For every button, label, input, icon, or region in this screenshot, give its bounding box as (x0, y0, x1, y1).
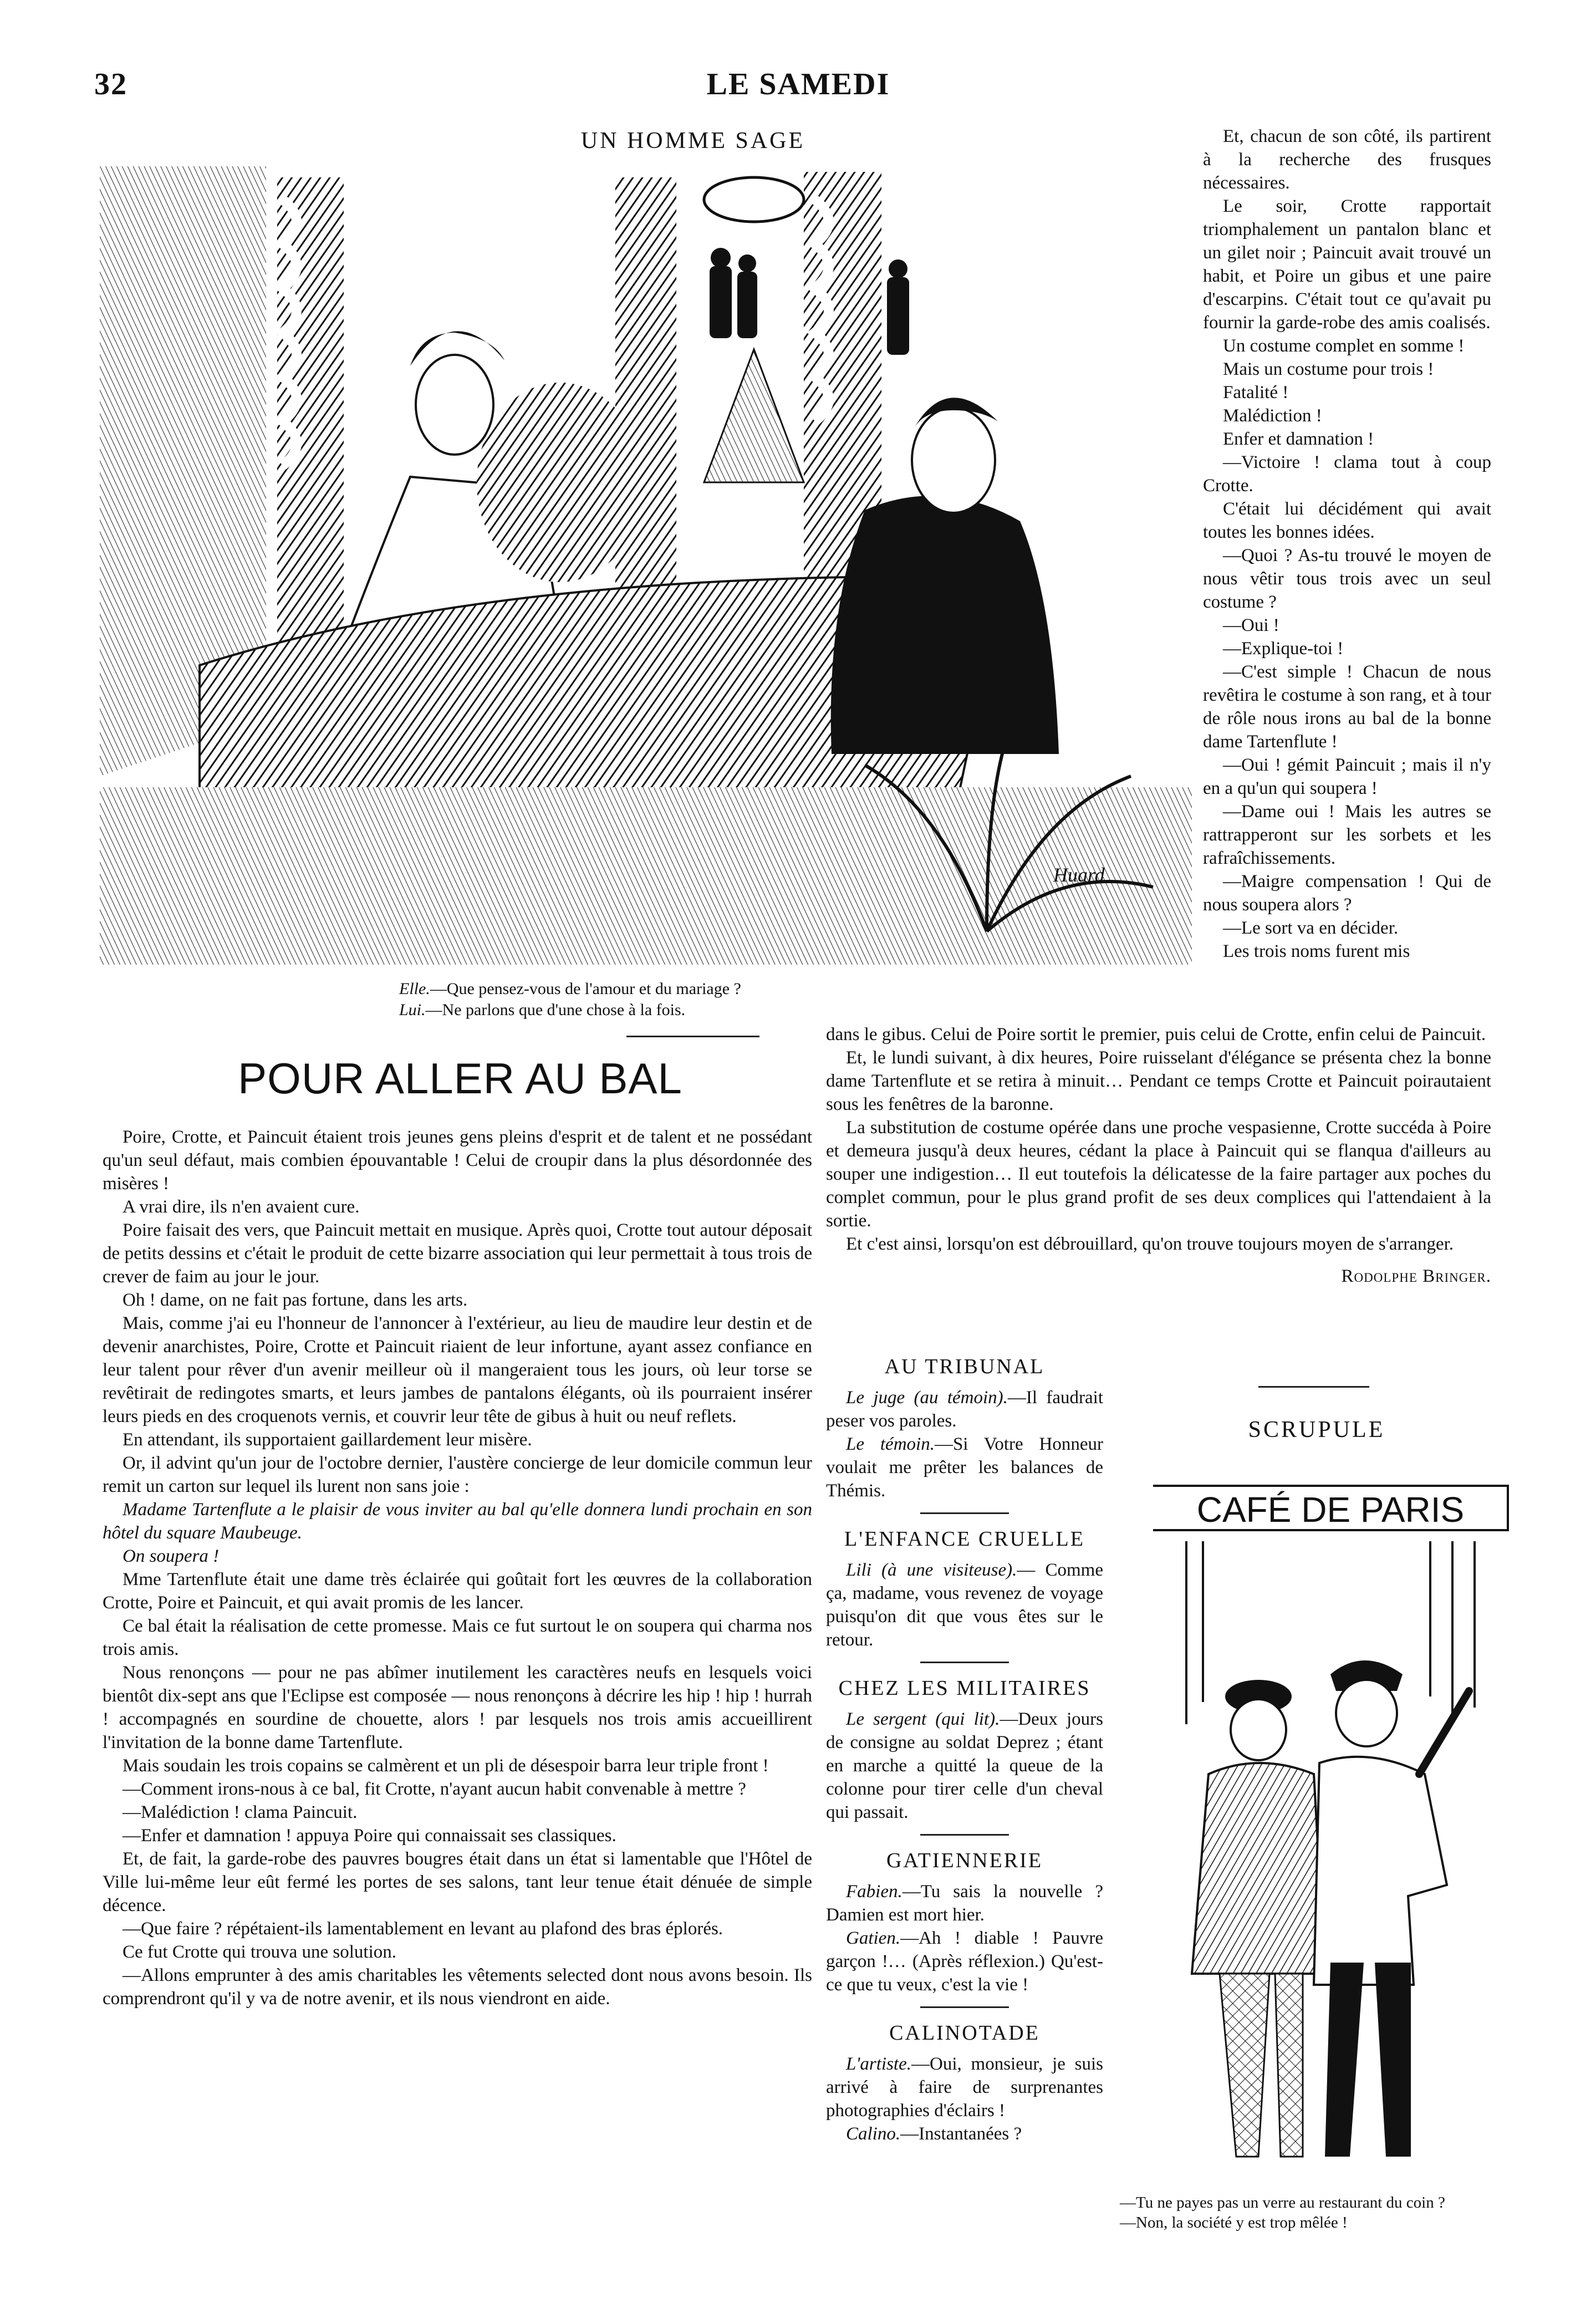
article-paragraph: Poire, Crotte, et Paincuit étaient trois jeunes gens pleins d'esprit et de talent et ne possédant qu'un seul défaut, mais combien épouvantable ! Celui de croupir dans la plus désordonnée des misères ! (103, 1127, 812, 1194)
joke-line (826, 1708, 1103, 1824)
article-paragraph: —Oui ! gémit Paincuit ; mais il n'y en a qu'un qui soupera ! (1203, 755, 1491, 798)
article-paragraph: —Allons emprunter à des amis charitables les vêtements selected dont nous avons besoin. Ils comprendront qu'il y va de notre avenir, et ils nous viendront en aide. (103, 1965, 812, 2009)
article-paragraph: —C'est simple ! Chacun de nous revêtira le costume à son rang, et à tour de rôle nous irons au bal de la bonne dame Tartenflute ! (1203, 662, 1491, 752)
joke-speaker: Le sergent (qui lit). (846, 1709, 1000, 1729)
cartoon-rule (1258, 1386, 1369, 1388)
joke-line (826, 1927, 1103, 1996)
article-paragraph: —Maigre compensation ! Qui de nous soupera alors ? (1203, 872, 1491, 915)
joke-speaker: Le témoin. (846, 1434, 935, 1454)
cafe-illustration (1120, 1464, 1541, 2184)
article-paragraph: —Que faire ? répétaient-ils lamentablement en levant au plafond des bras éplorés. (123, 1919, 723, 1939)
ballroom-illustration (100, 166, 1192, 965)
caption-line (399, 979, 953, 1000)
cartoon-title: UN HOMME SAGE (580, 128, 805, 154)
article-paragraph: —Dame oui ! Mais les autres se rattrapperont sur les sorbets et les rafraîchissements. (1203, 802, 1491, 868)
article-left-column (103, 1125, 812, 2010)
article-paragraph: Enfer et damnation ! (1223, 429, 1374, 449)
joke-title: CHEZ LES MILITAIRES (838, 1677, 1091, 1700)
section-rule (920, 1834, 1009, 1836)
jokes-column (826, 1342, 1103, 2146)
article-paragraph: C'était lui décidément qui avait toutes les bonnes idées. (1203, 499, 1491, 542)
article-paragraph: Et, le lundi suivant, à dix heures, Poire ruisselant d'élégance se présenta chez la bonne dame Tartenflute et se retira à minuit… Pendant ce temps Crotte et Paincuit poirautaient sous les fenêtres de la baronne. (826, 1048, 1491, 1114)
joke-speaker: Fabien. (846, 1882, 902, 1902)
caption-speaker: Elle. (399, 980, 430, 998)
section-rule (920, 2006, 1009, 2008)
joke-text: —Si Votre Honneur voulait me prêter les balances de Thémis. (826, 1434, 1103, 1501)
article-paragraph: —Quoi ? As-tu trouvé le moyen de nous vêtir tous trois avec un seul costume ? (1203, 546, 1491, 612)
article-paragraph: dans le gibus. Celui de Poire sortit le premier, puis celui de Crotte, enfin celui de Paincuit. (826, 1025, 1486, 1044)
article-continuation (826, 1023, 1491, 1288)
journal-title: LE SAMEDI (706, 67, 890, 101)
article-paragraph: A vrai dire, ils n'en avaient cure. (123, 1197, 360, 1217)
joke-line (826, 1880, 1103, 1927)
article-paragraph: Or, il advint qu'un jour de l'octobre dernier, l'austère concierge de leur domicile commun leur remit un carton sur lequel ils lurent non sans joie : (103, 1453, 812, 1496)
article-paragraph: —Malédiction ! clama Paincuit. (123, 1802, 358, 1822)
article-paragraph: Et, de fait, la garde-robe des pauvres bougres était dans un état si lamentable que l'Hôtel de Ville lui-même leur eût fermé les portes de ses salons, tant leur tenue était dénuée de simple décence. (103, 1849, 812, 1915)
article-paragraph: Ce fut Crotte qui trouva une solution. (123, 1942, 397, 1962)
section-rule (920, 1512, 1009, 1514)
joke-text: — Comme ça, madame, vous revenez de voyage puisqu'on dit que vous êtes sur le retour. (826, 1560, 1103, 1650)
joke-text: —Deux jours de consigne au soldat Deprez ; étant en marche a quitté la queue de la colonne pour tirer celle d'un cheval qui passait. (826, 1709, 1103, 1822)
article-paragraph: Mais un costume pour trois ! (1223, 359, 1434, 379)
joke-line (826, 2122, 1103, 2146)
article-paragraph: Et c'est ainsi, lorsqu'on est débrouillard, qu'on trouve toujours moyen de s'arranger. (846, 1234, 1454, 1254)
article-paragraph: Poire faisait des vers, que Paincuit mettait en musique. Après quoi, Crotte tout autour déposait de petits dessins et c'était le produit de cette bizarre association qui leur permettait à tous trois de crever de faim au jour le jour. (103, 1220, 812, 1287)
joke-text: —Oui, monsieur, je suis arrivé à faire de surprenantes photographies d'éclairs ! (826, 2054, 1103, 2121)
joke-line (826, 1386, 1103, 1433)
article-paragraph: Fatalité ! (1223, 383, 1289, 402)
article-paragraph: Mme Tartenflute était une dame très éclairée qui goûtait fort les œuvres de la collaboration Crotte, Poire et Paincuit, et qui avait promis de les lancer. (103, 1570, 812, 1613)
caption-line: —Non, la société y est trop mêlée ! (1120, 2214, 1348, 2231)
joke-text: —Il faudrait peser vos paroles. (826, 1388, 1103, 1431)
article-title: POUR ALLER AU BAL (238, 1054, 682, 1103)
joke-speaker: L'artiste. (846, 2054, 911, 2074)
caption-text: —Que pensez-vous de l'amour et du mariage ? (430, 980, 741, 998)
joke-text: —Tu sais la nouvelle ? Damien est mort hier. (826, 1882, 1103, 1925)
page-number: 32 (94, 67, 128, 101)
joke-title: GATIENNERIE (886, 1849, 1043, 1872)
article-paragraph: Nous renonçons — pour ne pas abîmer inutilement les caractères neufs en lesquels voici bientôt dix-sept ans que l'Eclipse est composée — nous renonçons à décrire les hip ! hip ! hurrah ! accompagnés en sourdine de chouette, alors ! par lesquels nos trois amis accueillirent l'invitation de la bonne dame Tartenflute. (103, 1663, 812, 1752)
cartoon-title: SCRUPULE (1248, 1417, 1385, 1443)
article-paragraph: Oh ! dame, on ne fait pas fortune, dans les arts. (123, 1290, 468, 1310)
article-paragraph: Malédiction ! (1223, 406, 1322, 426)
invitation-text: Madame Tartenflute a le plaisir de vous inviter au bal qu'elle donnera lundi prochain en son hôtel du square Maubeuge. (103, 1500, 812, 1543)
caption-text: —Ne parlons que d'une chose à la fois. (425, 1001, 686, 1019)
joke-speaker: Le juge (au témoin). (846, 1388, 1008, 1408)
artist-signature: Huard (1053, 864, 1105, 886)
article-paragraph: Mais, comme j'ai eu l'honneur de l'annoncer à l'extérieur, au lieu de maudire leur destin et de devenir anarchistes, Poire, Crotte et Paincuit riaient de leur infortune, ayant assez confiance en leur talent pour rêver d'un avenir meilleur où il mangeraient tous les jours, où leur torse se revêtirait de redingotes smarts, et leurs jambes de pantalons élégants, où ils pourraient insérer leurs pieds en des croquenots vernis, et couvrir leur tête de gibus à huit ou neuf reflets. (103, 1313, 812, 1426)
cafe-sign-text: CAFÉ DE PARIS (1196, 1490, 1465, 1530)
article-paragraph: —Le sort va en décider. (1223, 918, 1399, 938)
article-paragraph: La substitution de costume opérée dans une proche vespasienne, Crotte succéda à Poire et demeura jusqu'à deux heures, cédant la place à Paincuit qui se flanqua d'ailleurs au souper une indigestion… Il eut toutefois la délicatesse de la faire partager aux poches du complet commun, pour le plus grand profit de ses deux complices qui l'attendaient à la sortie. (826, 1118, 1491, 1231)
article-paragraph: Les trois noms furent mis (1223, 941, 1410, 961)
joke-speaker: Calino. (846, 2124, 901, 2144)
section-rule (920, 1662, 1009, 1663)
article-paragraph: —Comment irons-nous à ce bal, fit Crotte, n'ayant aucun habit convenable à mettre ? (123, 1779, 746, 1799)
article-paragraph: —Oui ! (1223, 615, 1279, 635)
joke-line (826, 1433, 1103, 1502)
article-paragraph: Ce bal était la réalisation de cette promesse. Mais ce fut surtout le on soupera qui charma nos trois amis. (103, 1616, 812, 1659)
joke-title: AU TRIBUNAL (884, 1355, 1045, 1378)
joke-speaker: Lili (à une visiteuse). (846, 1560, 1017, 1580)
joke-line (826, 2052, 1103, 2122)
article-paragraph: —Victoire ! clama tout à coup Crotte. (1203, 452, 1491, 496)
caption-line: —Tu ne payes pas un verre au restaurant du coin ? (1120, 2194, 1445, 2212)
joke-title: L'ENFANCE CRUELLE (844, 1527, 1085, 1551)
joke-text: —Ah ! diable ! Pauvre garçon !… (Après réflexion.) Qu'est-ce que tu veux, c'est la vie ! (826, 1928, 1103, 1995)
joke-text: —Instantanées ? (900, 2124, 1022, 2144)
article-author: Rodolphe Bringer. (1341, 1266, 1491, 1286)
article-paragraph: Le soir, Crotte rapportait triomphalement un pantalon blanc et un gilet noir ; Paincuit avait trouvé un habit, et Poire un gibus et une paire d'escarpins. C'était tout ce qu'avait pu fournir la garde-robe des amis coalisés. (1203, 196, 1491, 333)
article-right-column (1203, 125, 1491, 963)
article-paragraph: Et, chacun de son côté, ils partirent à la recherche des frusques nécessaires. (1203, 126, 1491, 193)
cartoon-caption (399, 979, 953, 1021)
article-paragraph: —Explique-toi ! (1223, 639, 1344, 659)
article-paragraph: Un costume complet en somme ! (1223, 336, 1465, 356)
title-rule (626, 1036, 759, 1037)
joke-line (826, 1558, 1103, 1652)
scrupule-caption (1120, 2193, 1541, 2233)
article-paragraph: —Enfer et damnation ! appuya Poire qui connaissait ses classiques. (123, 1826, 616, 1846)
joke-title: CALINOTADE (889, 2021, 1040, 2045)
article-paragraph: Mais soudain les trois copains se calmèrent et un pli de désespoir barra leur triple front ! (123, 1756, 769, 1776)
invitation-text: On soupera ! (123, 1546, 220, 1566)
article-paragraph: En attendant, ils supportaient gaillardement leur misère. (123, 1430, 532, 1450)
caption-line (399, 1000, 953, 1021)
caption-speaker: Lui. (399, 1001, 426, 1019)
joke-speaker: Gatien. (846, 1928, 901, 1948)
